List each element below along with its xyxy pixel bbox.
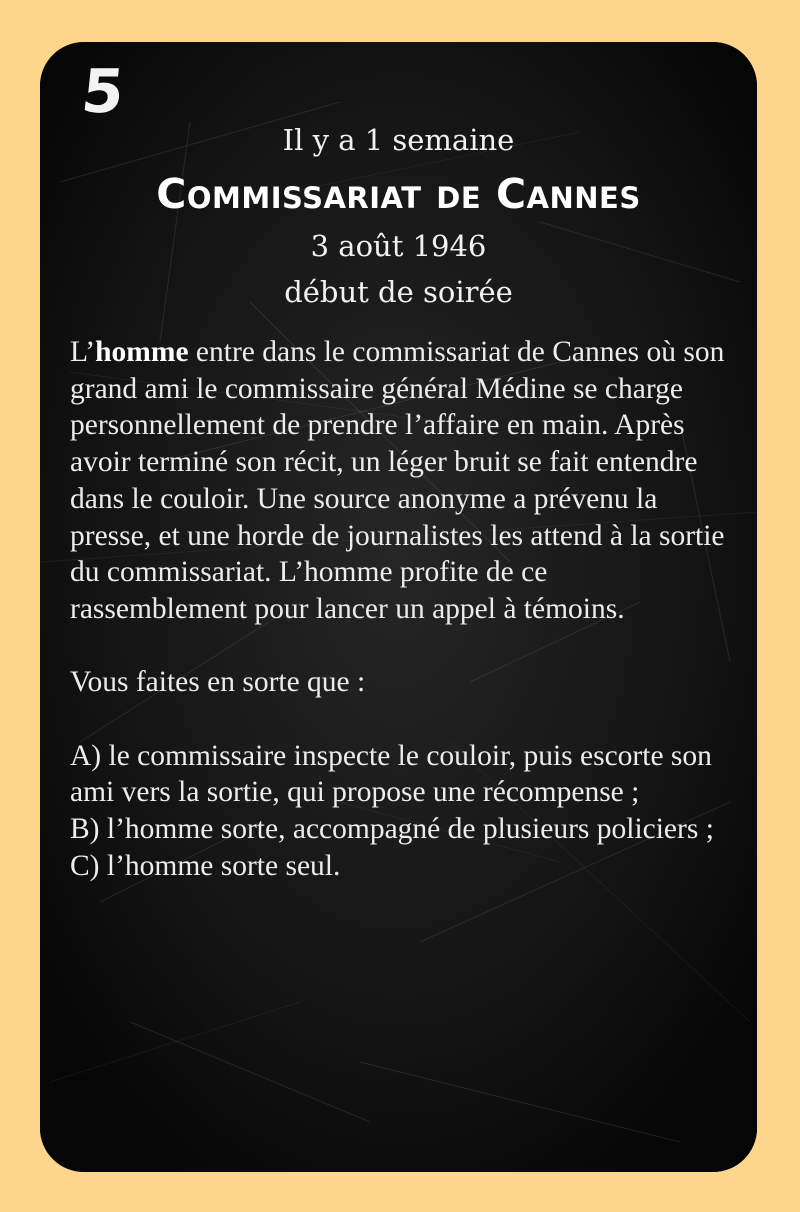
time-ago: Il y a 1 semaine: [282, 123, 515, 157]
intro-rest: entre dans le commissariat de Cannes où son grand ami le commissaire général Médine se charge personnellement de prendre l’affaire en main. Après avoir terminé son récit, un léger bruit se fait entendre dans le couloir. Une source anonyme a prévenu la presse, et une horde de journalistes les attend à la sortie du commissariat. L’homme profite de ce rassemblement pour lancer un appel à témoins.: [70, 336, 725, 625]
intro-lead: L’: [70, 336, 96, 368]
choice-prompt: Vous faites en sorte que :: [70, 666, 366, 699]
option-a: A) le commissaire inspecte le couloir, puis escorte son ami vers la sortie, qui propose une récompense ;: [70, 739, 712, 809]
option-b: B) l’homme sorte, accompagné de plusieurs policiers ;: [70, 813, 714, 846]
intro-bold: homme: [95, 336, 189, 368]
time-of-day: début de soirée: [284, 275, 513, 309]
story-card: [40, 42, 757, 1172]
story-paragraph: [70, 334, 730, 628]
card-number: 5: [78, 57, 128, 127]
option-c: C) l’homme sorte seul.: [70, 849, 341, 882]
story-text: [70, 334, 730, 885]
date-line: 3 août 1946: [310, 229, 487, 263]
location-title: Commissariat de Cannes: [156, 170, 641, 218]
